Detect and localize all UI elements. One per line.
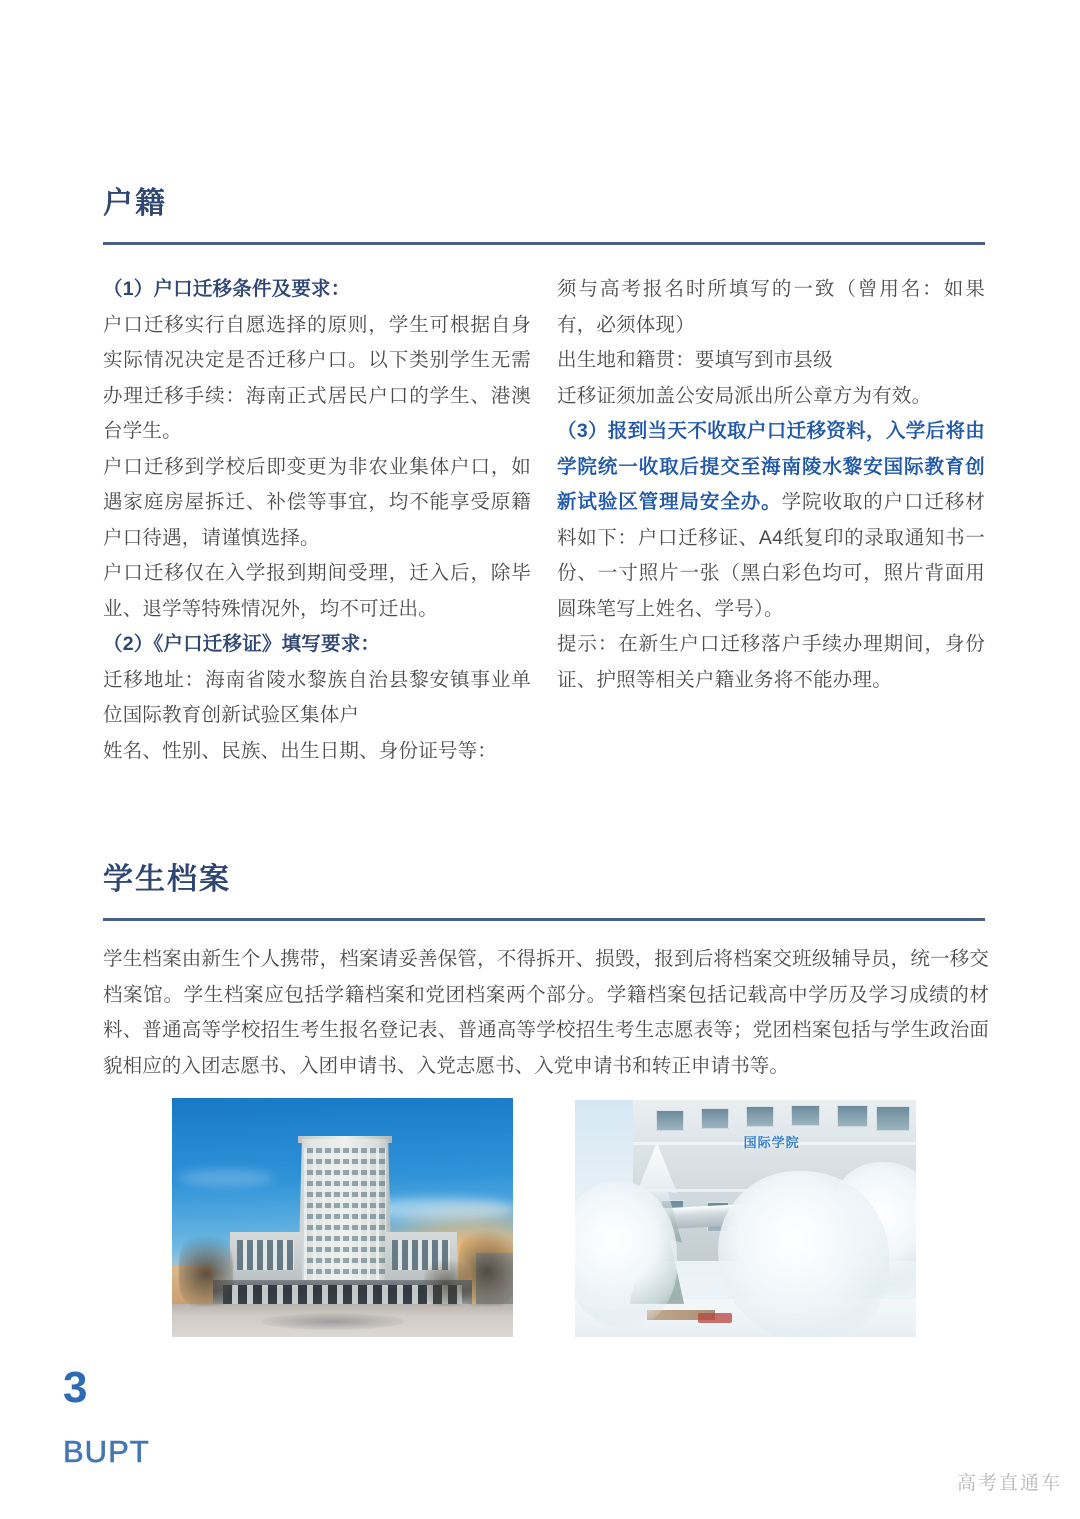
archive-paragraph: 学生档案由新生个人携带，档案请妥善保管，不得拆开、损毁，报到后将档案交班级辅导员，统一移交档案馆。学生档案应包括学籍档案和党团档案两个部分。学籍档案包括记载高中学历及学习成绩的材料、普通高等学校招生考生报名登记表、普通高等学校招生考生志愿表等；党团档案包括与学生政治面貌相应的入团志愿书、入团申请书、入党志愿书、入党申请书和转正申请书等。 xyxy=(103,948,989,1077)
section-household-registration xyxy=(103,186,985,245)
section-title-household: 户籍 xyxy=(103,187,167,220)
bare-tree xyxy=(179,1225,234,1306)
tower-wing-left xyxy=(230,1232,302,1287)
two-column-body xyxy=(103,272,985,769)
paragraph-left-7: 姓名、性别、民族、出生日期、身份证号等： xyxy=(103,739,498,762)
paragraph-left-2: 户口迁移实行自愿选择的原则，学生可根据自身实际情况决定是否迁移户口。以下类别学生无需办理迁移手续：海南正式居民户口的学生、港澳台学生。 xyxy=(103,313,531,442)
paragraph-left-6: 迁移地址：海南省陵水黎族自治县黎安镇事业单位国际教育创新试验区集体户 xyxy=(103,668,531,726)
paragraph-left-1: （1）户口迁移条件及要求： xyxy=(103,278,351,300)
page-number: 3 xyxy=(63,1363,88,1412)
building-window xyxy=(876,1106,910,1130)
campus-building-photo xyxy=(172,1098,513,1337)
paragraph-right-2: 出生地和籍贯：要填写到市县级 xyxy=(557,349,833,371)
building-sign-text: 国际学院 xyxy=(743,1135,800,1151)
building-window xyxy=(701,1108,729,1129)
plaza-emblem xyxy=(261,1313,404,1330)
paragraph-left-3: 户口迁移到学校后即变更为非农业集体户口，如遇家庭房屋拆迁、补偿等事宜，均不能享受原籍户口待遇，请谨慎选择。 xyxy=(103,455,531,549)
wing-windows xyxy=(237,1240,294,1271)
building-window xyxy=(791,1105,819,1126)
section-divider-archive xyxy=(103,918,985,921)
photo-building-content xyxy=(172,1098,513,1337)
paragraph-right-5: 提示：在新生户口迁移落户手续办理期间，身份证、护照等相关户籍业务将不能办理。 xyxy=(557,633,985,691)
tower-window-mullions xyxy=(304,1148,387,1287)
section-student-archive xyxy=(103,862,985,921)
paragraph-right-1: 须与高考报名时所填写的一致（曾用名：如果有，必须体现） xyxy=(557,278,985,336)
left-column xyxy=(103,272,531,769)
campus-snow-photo xyxy=(575,1100,916,1337)
paragraph-right-3: 迁移证须加盖公安局派出所公章方为有效。 xyxy=(557,384,932,407)
right-column xyxy=(557,272,985,769)
photo-snow-content xyxy=(575,1100,916,1337)
building-window xyxy=(656,1110,684,1131)
paragraph-right-4-rest: 学院收取的户口迁移材料如下：户口迁移证、A4纸复印的录取通知书一份、一寸照片一张（黑白彩色均可，照片背面用圆珠笔写上姓名、学号）。 xyxy=(557,491,985,620)
main-tower xyxy=(298,1139,392,1287)
archive-paragraph-wrap xyxy=(103,942,989,1084)
red-object xyxy=(698,1313,732,1322)
paragraph-right-4 xyxy=(557,414,985,627)
watermark-label: 高考直通车 xyxy=(956,1473,1062,1494)
snow-covered-tree xyxy=(718,1171,889,1337)
section-divider-household xyxy=(103,242,985,245)
bare-tree xyxy=(458,1220,513,1306)
section-title-archive: 学生档案 xyxy=(103,863,231,896)
paragraph-right-4-bold: （3）报到当天不收取户口迁移资料，入学后将由学院统一收取后提交至海南陵水黎安国际教育创新试验区管理局安全办。 xyxy=(557,420,985,513)
paragraph-left-5: （2）《户口迁移证》填写要求： xyxy=(103,633,381,655)
bupt-logo: BUPT xyxy=(63,1434,150,1469)
building-window xyxy=(746,1106,774,1127)
paragraph-left-4: 户口迁移仅在入学报到期间受理，迁入后，除毕业、退学等特殊情况外，均不可迁出。 xyxy=(103,562,531,620)
building-window xyxy=(837,1105,868,1128)
